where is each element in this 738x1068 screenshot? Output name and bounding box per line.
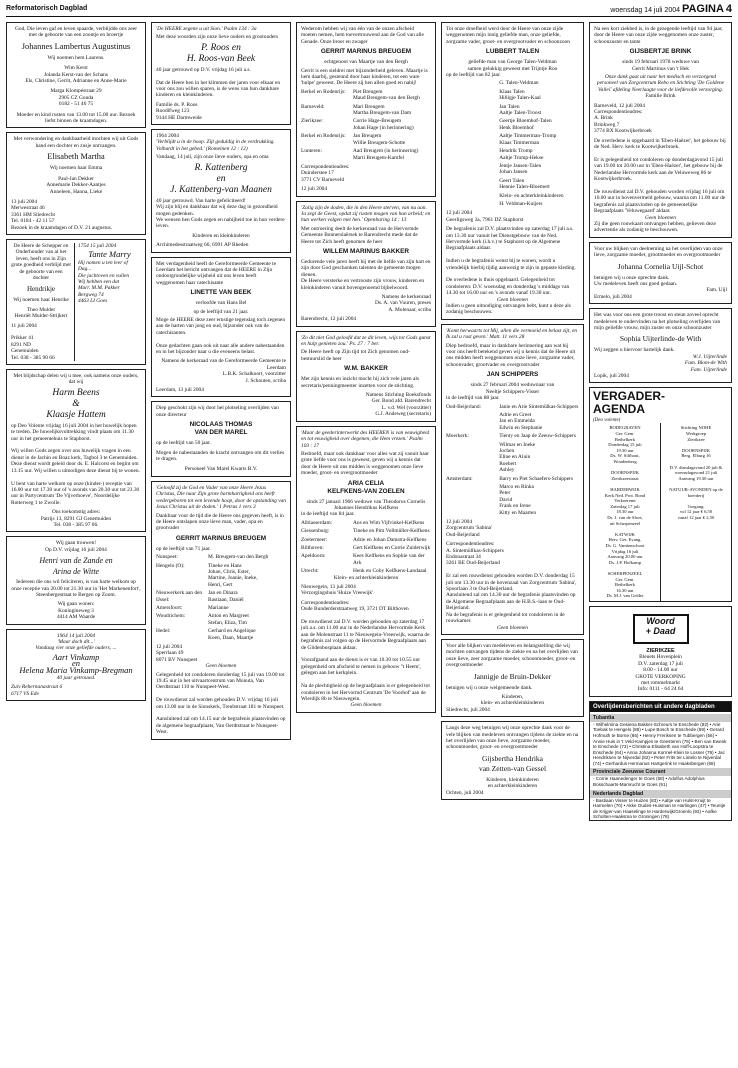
family-place: Hedel: [156, 628, 171, 635]
family-row [446, 163, 579, 176]
family-place [446, 89, 499, 102]
notice-date: 12 juli 2004 [301, 186, 328, 193]
announcement-intro: Met deze woorden zijn onze lieve ouders en grootouders [156, 34, 279, 41]
notice-body: betuigen wij u onze welgemeende dank. [446, 684, 533, 691]
family-names: Jan en Dinara Bastiaan, Daniël [208, 590, 244, 603]
notice-verse: 'Geloofd zij de God en Vader van onze Heere Jezus Christus, Die naar Zijn grote barmhartigheid ons heeft wedergeboren tot een levende hoop, door de opstanding van Jezus Christus uit de doden.' 1 Petrus 1 vers 3 [156, 484, 286, 511]
family-place: Nieuwerkerk aan den IJssel: [156, 590, 203, 603]
notice-place-date: Ochten, juli 2004 [446, 789, 484, 796]
family-names: Tineke en Pim Vollmüller-Kelfkens [353, 528, 430, 535]
family-row [446, 201, 579, 207]
family-row [446, 484, 579, 516]
family-place [446, 484, 499, 516]
anniversary-card-vinkamp [6, 629, 146, 702]
announcement-intro: God, Die leven gaf en leven spaarde, verblijdde ons zeer met de geboorte van een zoontje en broertje [15, 26, 137, 39]
family-list [446, 404, 579, 517]
notice-intro: Langs deze weg betuigen wij onze oprechte dank voor de vele blijken van medeleven ontvangen tijdens de ziekte en na het overlijden van onze lieve, zorgzame moeder, schoonmoeder, groot- en overgrootmoeder [446, 725, 579, 751]
overview-section-pzc: Provinciale Zeeuwse Courant [590, 768, 731, 776]
family-names: Klaas Talen Hilligje Talen-Kaal [499, 88, 541, 102]
notice-subline: verloofde van Hans Bel [195, 300, 247, 307]
notice-age: op de leeftijd van 71 jaar. [156, 545, 211, 552]
family-names: Marianne [208, 604, 229, 611]
notice-verse: 'Maar de geederinterwerkt des HEEREN is van eeuwigheid en tot eeuwigheid over degenen, die Hem vrezen.' Psalm 103 : 17 [301, 429, 430, 449]
family-names: Tineke en Hans Johan, Chris, Ester, Martine, Joanie, Ineke, Henri, Gert [208, 562, 258, 588]
family-place [446, 201, 499, 207]
death-notice-brink [589, 22, 732, 238]
family-row [301, 553, 431, 566]
family-names: H. Veldman-Kuijers [499, 200, 543, 207]
notice-name: GERRIT MARINUS BREUGEM [320, 48, 412, 56]
announcement-address: 13 juli 2004 Merwestraat 46 3361 HM Sliedrecht Tel. 0184 - 42 11 57 Bezoek in de kraamdagen of D.V. 21 augustus. [11, 198, 113, 231]
overview-list-tubantia: - Wilhelmina Gesiena Bakker-Schreurs te Enschede (92) • Arie Toebak te Hengelo (88) • Lupe Bosch te Enschede (69) • Gerard Hofmuth te Borne (86) • Henny Freriksen te Tubbergen (56) • Annie Huis in 't Veld-Kampjes te Geesteren (75) • Ben van Ewenk te Enschede (73) • Christina Elisabeth van Hoff-Loopstra te Enschede (64) • Anna Johanna Kormel-Klein te Losser (79) • Jac Hendriksen te Nijverdal (82) • Peter Frits ter Lintelo te Nijverdal (74) • Gerhardus Hermanus Hartgerink te Haaksbergen (68) [593, 721, 727, 766]
family-place: Alblasserdam: [301, 519, 333, 526]
notice-body: Gerrit is een sieldrei met bijzonderheid geleven. Maartje is hem daarbij, gesteund door haar kinderen, tot een ware 'hulpe' geweest. De Heere zij hen allen goed en nabij! [301, 67, 428, 87]
overview-title: Overlijdensberichten uit andere dagbladen [590, 702, 731, 712]
family-row [301, 148, 431, 161]
notice-flowers: Geen bloemen [350, 702, 382, 709]
card-verse: 'Maar doch dit...' [57, 639, 95, 645]
notice-age: op de leeftijd van 21 jaar. [193, 308, 249, 315]
family-row [301, 545, 431, 551]
announcement-verse: 'Verblijdt u in de hoop. Zijt geduldig in de verdrukking. Volhardt in het gebed.' (Romeinen 12 : 12) [156, 139, 275, 152]
notice-name: Sophia Uijterlinde-de With [619, 334, 702, 344]
family-place: Bilthoven: [301, 544, 324, 551]
notice-place-date: 12 juli 2004 Zorgcentrum 'Sabina' Oud-Beijerland [446, 519, 493, 538]
family-row [156, 563, 286, 589]
announcement-intro: Vandaag, 14 juli, zijn onze lieve ouders, opa en oma [156, 154, 269, 161]
woord-en-daad-ad [589, 606, 732, 697]
family-names: Gert Kelfkens en Corrie Zuiderwijk [353, 544, 431, 551]
notice-subline: sinds 27 januari 1966 weduwe van Theodorus Cornelis Johannes Hendrikus Kelfkens [306, 498, 426, 511]
family-row [301, 520, 431, 526]
ad-place: ZIERIKZEE [646, 647, 675, 654]
overview-section-tubantia: Tubantia [590, 714, 731, 722]
notice-signoff: Personeel Van Marel Kwarts B.V. [184, 466, 258, 473]
notice-grandchildren: Klein- en achterkleinkinderen [333, 574, 399, 581]
column-5 [589, 22, 732, 1064]
notice-intro: Dankbaar voor de tijd die de Heere ons gegeven heeft, is in de Heere ontslapen onze lieve man, vader, opa en grootvader [156, 512, 284, 532]
family-place [446, 104, 499, 117]
announcement-parents: Paul-Jan Dekker Annemarie Dekker-Aantjes Anneleen, Hanna, Lieke [46, 175, 106, 195]
family-names: Anton en Margreet Stefan, Eliza, Tim [208, 613, 249, 626]
family-place: Amersfoort: [156, 604, 183, 611]
family-place [446, 163, 499, 176]
announcement-name: Harm Beens & Klaasje Hattem [46, 387, 106, 420]
notice-intro: Diep bedroefd, maar in dankbare herinnering aan wat hij voor ons heeft betekend geven wij u kennis dat de Heere uit ons midden heeft weggenomen onze lieve, zorgzame vader, schoonvader, grootvader en overgrootvader [446, 342, 576, 368]
family-list [156, 554, 286, 641]
notice-intro: Met verdagenheid heeft de Gereformeerde Gemeente te Leerdam het bericht ontvangen dat de HEERE in Zijn ondoorgrondelijke wijsheid uit ons leven heeft weggenomen haar catechisante [156, 260, 277, 286]
logo-word-2: + Daad [645, 625, 676, 636]
death-notice-willem-bakker [296, 201, 436, 327]
death-notice-talen [441, 22, 584, 320]
family-row [301, 133, 431, 146]
family-place: Apeldoorn: [301, 553, 326, 560]
notice-intro: De Heere heeft op Zijn tijd tot Zich genomen oud-bestuurslid de heer [301, 349, 410, 362]
announcement-main [11, 243, 71, 361]
family-row [301, 104, 431, 117]
family-row [446, 118, 579, 131]
ad-text: Bleuets Hovenplein D.V. zaterdag 17 juli 8.00 - 14.00 uur GROTE VERKOPING met rommelmarkt Info: 0111 - 64 24 64 [635, 654, 686, 693]
notice-thanks: Onze dank gaat uit naar het medisch en verzorgend personeel van Zorgcentrum Rebo en Stichting 'De Goldene Valleï' afdeling Neerlaagte voor de liefdevolle verzorging. [596, 74, 725, 93]
notice-body: Wij zeggen u hiervoor hartelijk dank. [594, 347, 675, 354]
notice-place-date: Ermelo, juli 2004 [594, 293, 632, 300]
notice-signoff: W.J. Uijterlinde Fam. Blom-de With Fam. Uijterlinde [684, 353, 727, 373]
announcement-signoff: Kinderen en kleinkinderen [192, 232, 250, 239]
family-row [446, 104, 579, 117]
notice-name: GIJSBERTJE BRINK [629, 48, 692, 56]
family-names: Wilmar en Ineke Jochen Eline en Aluin Roebert Ashley [499, 441, 536, 474]
family-names: Klein- en achterkleinkinderen [499, 192, 564, 199]
notice-place-date: 12 juli 2004 Geerligsweg 3a, 7961 DZ Staphorst [446, 210, 524, 223]
notice-body: De begrafenis zal D.V. plaatsvinden op zaterdag 17 juli a.s. om 13.30 uur vanuit het Dienstgebouw van de Ned. Hervormde kerk (i.h.v.) te Staphorst op de Algemene Begraafplaats aldaar. Indien u de begrafenis wenst bij te wonen, wordt u vriendelijk hierbij tijdig aanwezig te zijn in gepaste kleding. De overledene is thuis opgebaard. Gelegenheid tot condoleren: D.V. woensdag en donderdag 's middags van 14.30 tot 16.00 uur en 's avonds vanaf 19.30 uur. [446, 226, 576, 297]
announcement-parents: Wim Kerst Jolanda Kerst-van der Schans Els, Christine, Gerrit, Adrianne en Anne-Marie [25, 65, 127, 85]
card-name: Tante Marry [88, 249, 131, 260]
notice-signoff: Fam. Uijl [706, 287, 727, 294]
family-names: Janie en Arie Sintemülkas-Schippers [499, 403, 579, 410]
notice-intro: Diep geschokt zijn wij door het plotseling overlijden van onze directeur [156, 405, 279, 418]
notice-name: JAN SCHIPPERS [486, 371, 539, 379]
family-place: Utrecht: [301, 568, 319, 575]
notice-age: op de leeftijd van 82 jaar. [446, 72, 501, 79]
announcement-footer: Moeder en kind rusten van 13.00 tot 15.00 uur. Bezoek liefst binnen de kraamdagen. [16, 111, 136, 125]
family-place [446, 148, 499, 161]
notice-signoff: Kinderen, klein- en achterkleinkinderen [480, 693, 545, 707]
notice-name: Jannigje de Bruin-Dekker [473, 671, 552, 681]
notice-intro: Voor alle blijken van medeleven en belangstelling die wij mochten ontvangen tijdens de ziekte en na het overlijden van onze lieve, zeer zorgzame moeder, schoonmoeder, groot- en overgrootmoeder [446, 642, 578, 669]
announcement-address: Ons toekomstig adres: Patrijs 13, 8291 GJ Genemuiden Tel. 038 - 385 97 06. [40, 509, 112, 528]
notice-verse: 'Zalig zijn de doden, die in den Heere sterven, van nu aan. Ja zegt de Geest, opdat zij rusten mogen van hun arbeid; en hun werken volgen met hen.' Openbaring 14 : 13 [301, 204, 431, 224]
thanks-notice-de-bruin [441, 639, 584, 717]
family-place: Hengelo (O): [156, 562, 185, 569]
notice-body: De overledene is opgebaard in 'Eben-Haëzer', het gebouw bij de Ned. Herv. kerk te Kootwijkerbroek. Er is gelegenheid tot condoleren op donderdagavond 15 juli van 19.00 tot 20.00 uur in 'Eben-Haëzer', het gebouw bij de Nederlandse Hervormde kerk aan de Veluweweg 86 te Kootwijkerbroek. De rouwdienst zal D.V. gehouden worden vrijdag 16 juli om 10.00 uur in bovenvermeld gebouw, waarna om 11.00 uur de begrafenis zal plaatsvinden op de gemeentelijke Begraafplaats 'Veluwegaard' aldaar. [594, 137, 726, 215]
notice-address: Correspondentieadres: Duinderstee 17 3771 CV Barneveld [301, 163, 350, 183]
thanks-notice-uijterlinde [589, 308, 732, 383]
notice-footnote: Indien u geen uitnodiging ontvangen hebt, kunt u deze als zodanig beschouwen. [446, 303, 571, 316]
column-3 [296, 22, 436, 1064]
family-row [301, 568, 431, 574]
notice-address: Barneveld, 12 juli 2004 Correspondentieadres: A. Brink Brinkweg 7 3774 BX Kootwijkerbroek [594, 102, 652, 135]
notice-body: Met zijn kennis en inzicht mocht hij zich vele jaren als secretaris/penningmeester inzetten voor de stichting. [301, 376, 419, 389]
family-row [446, 178, 579, 191]
family-names: Jan Breugem Willie Breugem-Schotte [353, 133, 406, 146]
family-place: Woudrichem: [156, 613, 186, 620]
announcement-names: P. Roos en H. Roos-van Beek [186, 42, 256, 64]
meeting-agenda [589, 387, 732, 601]
notice-age: in de leeftijd van 84 jaar. [301, 511, 355, 518]
header-right [610, 3, 732, 15]
notice-signatories: Namens de kerkeraad van de Gereformeerde Gemeente te Leerdam L.B.K. Schalkoort, voorzitter J. Schouten, scriba [161, 358, 286, 384]
announcement-name: Johannes Lambertus Augustinus [21, 41, 131, 51]
family-place: Amsterdam: [446, 475, 473, 482]
agenda-title: VERGADER- AGENDA [590, 388, 731, 418]
notice-body: Mogen de nabestaanden de kracht ontvangen om dit verlies te dragen. [156, 449, 285, 463]
family-place: Barneveld: [301, 103, 325, 110]
family-names: Piet Breugem Maud Breugem-van den Bergh [353, 88, 420, 102]
notice-subline: geliefde man van George Talen-Veldman samen gelukkig geweest met Trijntje Roo [467, 59, 558, 72]
agenda-right: Stichting NOHE Werkgroep Zierikzee DOORNSPIJK Berg. Elburg 16 D.V. dinsdagavond 20 juli & woensdagavond 21 juli Aanvang 19.30 uur NATUUR-AVONDEN op de boerderij Toegang: vol 12 jaar € 6,50 vanaf 12 jaar € 2,50 [669, 425, 723, 520]
family-place [446, 178, 499, 191]
card-date: 1754 15 juli 2004 [78, 242, 117, 249]
family-place: Zoetermeer: [301, 536, 328, 543]
notice-body: Correspondentieadres: A. Sintemüllkas-Schippers Endonastraat 34 3261 BE Oud-Beijerland Er zal een rouwdienst gehouden worden D.V. donderdag 15 juli om 13.30 uur in de bovenzaal van Zorgcentrum 'Sabina', Spoorlaan 3 te Oud-Beijerland. Aansluitend zal om 14.30 uur de begrafenis plaatsvinden op de Algemene Begraafplaats aan de H.B.S.-laan te Oud-Beijerland. Na de begrafenis is er gelegenheid tot condoleren in de rouwkamer. [446, 541, 577, 625]
family-place [446, 412, 499, 431]
card-names: Aart Vinkamp en Helena Maria Vinkamp-Bregman [19, 651, 133, 675]
announcement-parents: Theo Mulder Henriët Mulder-Strijkert [14, 306, 68, 320]
overview-list-nd: - Bastiaan Visser te Huizen (83) • Aaltje van Hulst-Kruijt te Harmelen (70) • Akke Oudes-Huisman te Harlingen (47) • Teuntje de Krijger-van Haaselinge te Harderwijk/Groenlo (93) • Aafke Scholten-Haaksma te Groningen (78) [593, 797, 726, 820]
announcement-address: Familie ds. P. Roos Roodlfweg 123 9144 HE Darmweide [156, 101, 202, 121]
birth-announcement-hendrikje [6, 239, 146, 365]
family-names: Aad Breugem (in herinnering) Marti Breugem-Kamfel [353, 148, 419, 161]
family-row [446, 148, 579, 161]
notice-signatories: Namens Stichting Boeksfonds Ger. Bond afd. Barendrecht L. v.d. Wel (voorzitter) G.J. Andeweg (secretaris) [365, 392, 431, 418]
death-notice-kelfkens [296, 426, 436, 713]
family-names: Tienty en Jaap de Zeeuw-Schippers [499, 433, 576, 440]
birth-announcement-emma [6, 132, 146, 234]
notice-flowers: Geen bloemen [205, 663, 237, 670]
notice-subline: sinds 27 februari 2004 weduwnaar van Neeltje Schippers-Visser [470, 382, 555, 395]
announcement-verse: 'De HEERE zegene u uit Sion.' Psalm 134 : 3a [156, 26, 257, 32]
family-names: Adrie en Johan Damstra-Kelfkens [353, 536, 427, 543]
notice-age: in de leeftijd van 88 jaar. [446, 395, 500, 402]
notice-place-date: Leerdam, 13 juli 2004 [156, 387, 204, 394]
column-4 [441, 22, 584, 1064]
announcement-name: Elisabeth Martha [47, 152, 105, 162]
birth-announcement-laurens [6, 22, 146, 128]
notice-body: Moge de HEERE deze zeer ernstige tegenslag toch zegenen aan de harten van jong en oud, bijzonder ook van de catechisanten. Onze gedachten gaan ook uit naar alle andere nabestaanden en in het bijzonder naar u die eveneens belast. [156, 316, 286, 355]
notice-body: Correspondentieadres: Oude Bunderderstraatweg 19, 3721 DT Bilthoven De rouwdienst zal D.V. worden gehouden op zaterdag 17 juli a.s. om 11.00 uur in de Nederlandse Hervormde Kerk aan de Molenstraat 11 te Nieuwegein-Vreeswijk, waarna de begrafenis zal volgen op de Hervormde Begraafplaats aan de Glidenbosplaan aldaar. Voorafgaand aan de dienst is er van 10.30 tot 10.55 uur gelegenheid om afscheid te nemen in gebouw ''t Heem', gelegen aan het kerkplein. Na de plechtigheid op de begraafplaats is er gelegenheid tot condoleren in het Hervormd Centrum 'De Voorhof' aan de Wierdijk 8b te Nieuwegein. [301, 599, 430, 702]
notice-name: W.M. BAKKER [344, 365, 388, 373]
card-text: Hij nomen u ten leer of Dag... Die jachtoven en vullen Wij hebben een dat Marr. M.M. Pakker Bergweg 74 4463 LI Goes [78, 259, 130, 305]
notice-place-date: Sliedrecht, juli 2004 [446, 706, 490, 713]
announcement-subline: Wij noemen haar Emma [49, 165, 103, 172]
notice-name: Gijsbertha Hendrika van Zetten-van Gessel [478, 753, 547, 773]
announcement-names: R. Kattenberg en J. Kattenberg-van Maanen [170, 162, 272, 195]
death-notice-breugem-family [151, 481, 291, 740]
family-names: Barry en Piet Schaefers-Schippers [499, 475, 573, 482]
family-row [446, 412, 579, 431]
notice-age: op de leeftijd van 50 jaar. [156, 440, 211, 447]
announcement-address: Wij gaan wonen: Koningineweg 3 4414 AM Waarde [56, 601, 96, 621]
notice-signoff: Kinderen, kleinkinderen en achterkleinkinderen [486, 776, 539, 790]
family-row [156, 613, 286, 626]
card-anniversary: 40 jaar getrouwd. [56, 675, 96, 682]
family-names: M. Breugem-van den Bergh [208, 554, 269, 561]
column-1 [6, 22, 146, 1064]
notice-place-date: Lopik, juli 2004 [594, 373, 629, 380]
announcement-name: Henri van de Zande en Arina de Witte [39, 556, 113, 577]
notice-flowers: Geen bloemen [645, 214, 676, 221]
column-2 [151, 22, 291, 1064]
family-place [446, 193, 499, 199]
notice-flowers: Geen bloemen [497, 624, 528, 631]
family-row [446, 433, 579, 439]
family-place: Berkel en Rodenrijs: [301, 133, 346, 140]
family-names: Geert Talen Hennie Talen-Bloemert [499, 177, 550, 191]
family-place [446, 133, 499, 146]
issue-date: woensdag 14 juli 2004 [610, 7, 680, 14]
card-address: Zuiv Rehernanastraat 6 6717 VS Ede [11, 684, 63, 697]
page-number: 4 [725, 3, 732, 15]
overview-list-pzc: - Corrie Haanedenger te Goes (68) • Adolfus Adolphius Bosschaarts-Mamrucht te Goes (91) [593, 776, 705, 788]
announcement-subline: Wij noemen hem Laurens. [47, 54, 105, 61]
family-names: G. Talen-Veldman [499, 80, 539, 87]
overview-section-nd: Nederlands Dagblad [590, 790, 731, 798]
announcement-intro: De Heere de Schepper en Onderhouder van al het leven, heeft ons in Zijn grote goedheid verblijd met de geboorte van een dochter [11, 242, 71, 281]
family-row [446, 193, 579, 199]
agenda-row [589, 387, 732, 601]
family-list [446, 80, 579, 207]
family-row [301, 89, 431, 102]
announcement-intro: Wij gaan trouwen! Op D.V. vrijdag 16 juli 2004 [45, 540, 107, 553]
notice-signatories: Namens de kerkenraad Ds. A. van Vuuren, preses A. Molenaar, scriba [374, 294, 431, 313]
notice-subline: echtgenoot van Maartje van den Bergh [324, 59, 408, 66]
birthday-card [74, 243, 141, 361]
notice-intro: Met ontroering deelt de kerkenraad van de Hervormde Gemeente Bonnerslaërsek te Barendrecht mede dat de Heere tot Zich heeft genomen de heer [301, 225, 419, 245]
family-names: Adrie en Greet Jan en Emmelda Edwin en Stephanie [499, 411, 543, 431]
announcement-intro: Met verwondering en dankbaarheid mochten wij uit Gods hand een dochter en zusje ontvangen. [13, 136, 139, 149]
obituary-overview [589, 701, 732, 821]
death-notice-breugem-siblings [296, 22, 436, 197]
family-row [156, 628, 286, 641]
family-row [446, 404, 579, 410]
family-row [156, 605, 286, 611]
page-header [6, 2, 732, 17]
family-place: Moerkerk: [446, 433, 469, 440]
wedding-announcement-beens [6, 369, 146, 532]
announcement-address: Archimedesstraatweg 66, 6991 AP Rheden [156, 242, 249, 249]
family-place [446, 118, 499, 131]
anniversary-kattenberg [151, 129, 291, 252]
agenda-left: BODEGRAVEN Ger. Gem. Bethelkerk Donderdag 15 juli 19.30 uur Ds. W. Silfhout, Woudenberg DOORNSPIJK Zierikzeestraat HARDERWIJK Kerk Ned. Prot. Bond Verkoeremt Zaterdag 17 juli 18.30 uur Ds. J. van de Sloot, uit Scherpenzeel KATWIJK Herv. Ger. Evang. Ds. G. Vantienschoot Vrijdag 16 juli Aanvang 20.00 uur Ds. J.P. Hofkamp SCHERPENZEEL Ger. Gem. Bethelkerk 16.30 uur Ds. M.J. van Gelder [590, 423, 661, 600]
wedding-announcement-zande [6, 536, 146, 624]
family-names: Jan Talen Aaltje Talen-Troost [499, 103, 542, 117]
death-notice-schippers [441, 324, 584, 635]
notice-subline: sinds 19 februari 1978 weduwe van Gerrit Martinus van 't Hek [622, 59, 699, 72]
notice-verse: 'Zo dit niet God geloofd dat ze dit leven, wijs tot Gods gunst en hulp genieten zou.' Ps. 27 : 7 ber. [301, 334, 431, 348]
family-row [446, 442, 579, 474]
announcement-name: Hendrikje [27, 285, 55, 294]
family-place: Lunteren: [301, 148, 322, 155]
family-names: Aaltje Timmerman-Tromp Klaas Timmerman [499, 133, 557, 146]
notice-name: Johanna Cornelia Uijl-Schot [617, 261, 704, 271]
agenda-subtitle: (Deo volente) [593, 418, 621, 424]
card-text: Vandaag vier onze geliefde ouders, ... [35, 645, 117, 652]
notice-intro: Het was voor ons een grote troost en steun zoveel oprecht medeleven te ondervinden na het plotseling overlijden van mijn geliefde vrouw, mijn zuster en onze schoonzuster [594, 312, 721, 332]
family-names: Mari Breugem Martha Breugem-van Dam [353, 103, 412, 117]
notice-place-date: Nieuwegein, 13 juli 2004 Verzorgingshuis 'Huize Vreewijk' [301, 584, 374, 597]
announcement-intro: Met blijdschap delen wij u mee, ook namens onze ouders, dat wij [13, 373, 139, 386]
family-row [446, 476, 579, 482]
thanks-notice-van-zetten [441, 721, 584, 800]
family-list [301, 520, 431, 575]
family-row [301, 537, 431, 543]
announcement-address: Marga Klompéstraat 29 2905 CZ Gouda 0182 - 51 46 75 [50, 88, 102, 108]
family-names: Geertje Bloemhof-Talen Henk Bloemhof [499, 118, 552, 131]
notice-address: 12 juli 2004 Sperrlaan 49 8071 BV Nunspeet [156, 644, 198, 663]
notice-name: ARIA CELIA KELFKENS-VAN ZOELEN [327, 479, 405, 495]
notice-name: NICOLAAS THOMAS VAN DER MAREL [189, 421, 253, 437]
family-names: Hendrik Tromp Aaltje Tromp-Hekse [499, 148, 544, 161]
thanks-notice-uijl [589, 242, 732, 304]
death-notice-linette [151, 257, 291, 398]
family-place: Berkel en Rodenrijs: [301, 88, 346, 95]
family-row [301, 528, 431, 534]
family-place: Zierikzee: [301, 118, 323, 125]
family-row [301, 118, 431, 131]
notice-name: GERRIT MARINUS BREUGEM [175, 534, 267, 542]
announcement-body: Iedereen die ons wil feliciteren, is van harte welkom op onze receptie van 20.00 tot 21.30 uur in 'Het Markenenfort', Steenbergestraat te Bergen op Zoom. [11, 579, 141, 598]
card-years: 1964 14 juli 2004 [56, 632, 96, 639]
family-place [446, 80, 499, 86]
family-list [301, 89, 431, 161]
family-place: Nunspeet: [156, 554, 178, 561]
notice-footnote: Zij die geen rouwkaart ontvangen hebben, gelieven deze advertentie als zodanig te beschouwen. [594, 220, 716, 234]
notice-intro: Voor uw blijken van deelneming na het overlijden van onze lieve, zorgzame moeder, grootmoeder en overgrootmoeder [594, 245, 723, 259]
notice-place-date: Barendrecht, 12 juli 2004 [301, 316, 357, 323]
woord-en-daad-logo [633, 614, 689, 644]
death-notice-wm-bakker [296, 331, 436, 422]
family-row [446, 80, 579, 86]
death-notice-van-der-marel [151, 401, 291, 476]
notice-name: LUBBERT TALEN [485, 48, 540, 56]
family-row [446, 133, 579, 146]
family-place [446, 442, 499, 474]
announcement-subline: Wij noemen haar Henrike [13, 297, 69, 304]
family-names: Kees Kelfkens en Sophie van der Ark [353, 553, 425, 566]
newspaper-name: Reformatorisch Dagblad [6, 5, 88, 12]
notice-family: Familie Brink [645, 93, 676, 100]
family-names: Jentje Jansen-Talen Johan Jansen [499, 162, 542, 176]
notice-body: Gedurende vele jaren heeft hij met de liefde van zijn hart en zijn door God geschonken talenten de gemeente mogen dienen. De Heere versterke en vertrooste zijn vrouw, kinderen en kleinkinderen vanuit bovengenoemd bijbelwoord. [301, 258, 431, 291]
agenda-columns [590, 423, 731, 600]
notice-flowers: Geen bloemen [497, 296, 528, 303]
announcement-body: 40 jaar getrouwd. Van harte gefeliciteerd! Wij zijn blij en dankbaar dat wij deze dag in gezondheid mogen gedenken. We wensen hen Gods zegen en nabijheid toe in hun verdere leven. [156, 197, 285, 230]
family-place: Oud-Beijerland: [446, 403, 482, 410]
notice-verse: 'Komt herwaarts tot Mij, allen die vermoeid en belast zijt, en Ik zal u rust geven.' Matt. 11 vers 28 [446, 327, 578, 341]
notice-name: WILLEM MARINUS BAKKER [323, 247, 409, 255]
anniversary-roos [151, 22, 291, 125]
logo-word-1: Woord [646, 615, 675, 626]
announcement-body: op Deo Volente vrijdag 16 juli 2004 in het huwelijk hopen te treden. De huwelijksvoltrekking vindt plaats om 11.30 uur in het gemeentehuis te Staphorst. Wij willen Gods zegen over ons huwelijk vragen in een dienst in de Jachin en Boaz kerk, Tagbol 3 te Genemuiden. Deze dienst wordt geleid door ds. E. Halcorst en begint om 13.15 uur. Wij willen u uitnodigen deze dienst bij te wonen. U bent van harte welkom op onze (kinder-) receptie van 16.00 uur tot 17.30 uur of 's avonds van 20.30 uur tot 23.30 uur in Partycentrum 'De Vijverhoeve', Noordelijke Rotterweg 1 te Zwolle. [11, 422, 140, 506]
notice-intro: Bedroefd, maar ook dankbaar voor alles wat zij vanuit haar grote liefde voor ons is geweest, geven wij u kennis dat door de Heere uit ons midden is weggenomen onze lieve moeder, groot- en overgrootmoeder [301, 450, 429, 477]
family-names: Corrie Hage-Breugem Johan Hage (in herinnering) [353, 118, 414, 131]
notice-body: Gelegenheid tot condoleren donderdag 15 juli van 19.00 tot 19.45 uur in het uitvaartcentrum van Monuta, Van Oerdtstraat 110 te Nunspeet-West. De rouwdienst zal worden gehouden D.V. vrijdag 16 juli om 13.00 uur in de Sionskerk, Treubstraat 181 te Nunspeet. Aansluitend zal om 14.15 uur de begrafenis plaatsvinden op de algemene begraafplaats, Van Oerdtstraat te Nunspeet-West. [156, 671, 286, 736]
years-label: 1964 2004 [156, 133, 179, 140]
family-row [446, 89, 579, 102]
family-names: Ans en Wim Vijfvinkel-Kelfkens [353, 519, 425, 526]
notice-body: betuigen wij u onze oprechte dank. Uw medeleven heeft ons goed gedaan. [594, 274, 678, 287]
family-row [156, 554, 286, 560]
family-names: Marco en Rinka Peter David Frank en Irene Kitty en Maarten [499, 483, 537, 516]
family-names: Gerhard en Angelique Koen, Daan, Maartje [208, 628, 256, 641]
page-label: PAGINA [681, 3, 724, 15]
notice-intro: Tot onze droefheid werd door de Heere van onze zijde weggenomen mijn innig geliefde man, onze geliefde, zorgzame vader, groot- en overgrootvader en schoonzoon [446, 26, 570, 45]
notice-name: LINETTE VAN BEEK [190, 289, 252, 297]
notice-intro: Na een kort ziekbed is, in de gezegende leeftijd van 94 jaar, door de Heere van onze zijde weggenomen onze zuster, schoonzuster en tante [594, 26, 723, 45]
notice-intro: Wederom hebben wij van één van de onzen afscheid moeten nemen, hem toevertrouwend aan de God van alle Genade. Onze broer en zwager [301, 26, 424, 45]
announcement-address: 11 juli 2004 Prikker 41 8291 ND Genemuiden Tel. 038 - 385 90 66 [11, 322, 55, 361]
family-place: Giessenburg: [301, 528, 330, 535]
family-names: Henk en Coby Kelfkens-Landaaal [353, 568, 427, 575]
announcement-body: 40 jaar getrouwd op D.V. vrijdag 16 juli a.s. Dat de Heere hen in het klimmen der jaren voor elkaar en voor ons zou willen sparen, is de wens van hun dankbare kinderen en kleinkinderen. [156, 66, 281, 99]
family-row [156, 590, 286, 603]
